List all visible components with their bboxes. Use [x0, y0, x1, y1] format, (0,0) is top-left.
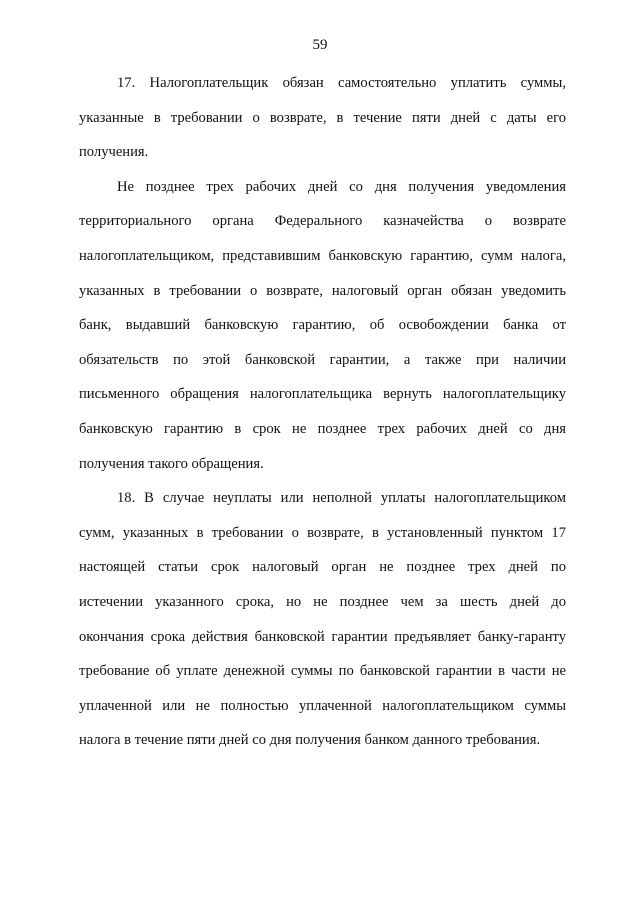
text-line: территориального органа Федерального казначейства о возврате — [79, 213, 566, 230]
text-line: письменного обращения налогоплательщика вернуть налогоплательщику — [79, 386, 566, 403]
text-line: указанные в требовании о возврате, в течение пяти дней с даты его — [79, 109, 566, 126]
text-line: налогоплательщиком, представившим банковскую гарантию, сумм налога, — [79, 247, 566, 264]
text-line: сумм, указанных в требовании о возврате, в установленный пунктом 17 — [79, 524, 566, 541]
text-line: обязательств по этой банковской гарантии, а также при наличии — [79, 351, 566, 368]
text-line: получения. — [79, 144, 149, 161]
text-line: истечении указанного срока, но не позднее чем за шесть дней до — [79, 593, 566, 610]
text-line: настоящей статьи срок налоговый орган не позднее трех дней по — [79, 559, 566, 576]
text-line: требование об уплате денежной суммы по банковской гарантии в части не — [79, 663, 566, 680]
text-line: указанных в требовании о возврате, налоговый орган обязан уведомить — [79, 282, 566, 299]
paragraph-17 — [79, 66, 566, 170]
text-line: банк, выдавший банковскую гарантию, об освобождении банка от — [79, 317, 566, 334]
text-line: окончания срока действия банковской гарантии предъявляет банку-гаранту — [79, 628, 566, 645]
paragraph-notification — [79, 170, 566, 481]
document-body — [79, 66, 566, 758]
page-number: 59 — [312, 37, 328, 53]
text-line: 18. В случае неуплаты или неполной уплаты налогоплательщиком — [117, 490, 566, 507]
text-line: банковскую гарантию в срок не позднее трех рабочих дней со дня — [79, 420, 566, 437]
text-line: 17. Налогоплательщик обязан самостоятельно уплатить суммы, — [117, 75, 566, 91]
paragraph-18 — [79, 481, 566, 758]
text-line: получения такого обращения. — [79, 455, 264, 472]
text-line: уплаченной или не полностью уплаченной налогоплательщиком суммы — [79, 697, 566, 714]
text-line: Не позднее трех рабочих дней со дня получения уведомления — [117, 178, 566, 195]
text-line: налога в течение пяти дней со дня получения банком данного требования. — [79, 732, 541, 749]
